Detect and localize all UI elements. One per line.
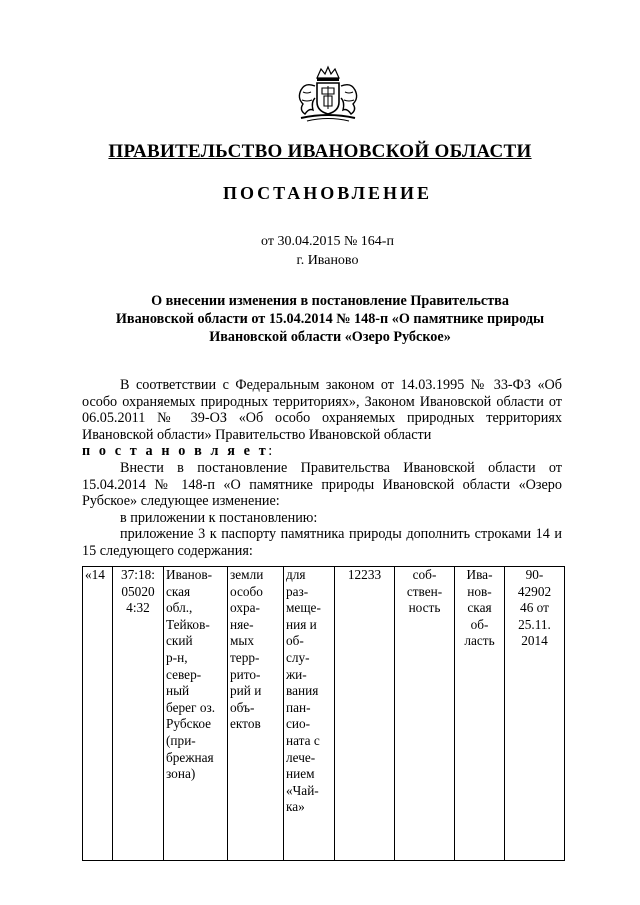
cell-line: север-: [166, 666, 202, 682]
preamble-paragraph: В соответствии с Федеральным законом от 14.03.1995 № 33-ФЗ «Об особо охраняемых природных территориях», Законом Ивановской области от 06.05.2011 № 39-ОЗ «Об особо охраняемых природных территориях Ивановской области» Правительство Ивановской области: [82, 377, 562, 443]
subject-line: Ивановской области от 15.04.2014 № 148-п «О памятнике природы: [115, 311, 545, 327]
cell-line: р-н,: [166, 649, 188, 665]
cell-line: ность: [408, 600, 441, 616]
cell-line: ствен-: [406, 583, 443, 599]
document-body: [82, 377, 562, 560]
cell-line: мых: [230, 633, 254, 649]
cell-cadastral-number: [113, 567, 164, 861]
cell-line: Иванов-: [166, 567, 213, 582]
decree-colon: :: [268, 443, 273, 460]
cell-line: 42902: [517, 583, 552, 599]
cell-line: ната с: [286, 732, 320, 748]
cell-line: ская: [467, 600, 492, 616]
subject-line: Ивановской области «Озеро Рубское»: [209, 329, 451, 345]
cell-line: зона): [166, 766, 196, 782]
cell-ownership: [395, 567, 455, 861]
cell-line: соб-: [412, 567, 437, 582]
coat-of-arms-icon: [291, 64, 365, 124]
amendment-paragraph: Внести в постановление Правительства Ивановской области от 15.04.2014 № 148-п «О памятнике природы Ивановской области «Озеро Рубское» следующее изменение:: [82, 459, 562, 510]
cell-line: 4:32: [126, 600, 150, 616]
document-type: ПОСТАНОВЛЕНИЕ: [222, 183, 433, 203]
cell-line: 90-: [525, 567, 544, 582]
cell-line: ласть: [464, 633, 495, 649]
cell-line: вания: [286, 683, 319, 699]
cell-line: объ-: [230, 699, 255, 715]
cell-line: 37:18:: [121, 567, 155, 582]
cell-line: Ива-: [466, 567, 493, 582]
cell-line: охра-: [230, 600, 260, 616]
decree-word: п о с т а н о в л я е т: [82, 443, 269, 460]
cell-line: ектов: [230, 716, 261, 732]
cell-line: земли: [230, 567, 264, 582]
cell-line: «Чай-: [286, 782, 319, 798]
cell-area: [335, 567, 395, 861]
addition-table: [82, 566, 565, 861]
cell-line: для: [286, 567, 306, 582]
cell-permitted-use: [284, 567, 335, 861]
cell-line: меще-: [286, 600, 321, 616]
cell-line: 2014: [521, 633, 548, 649]
cell-line: рий и: [230, 683, 262, 699]
cell-location: [164, 567, 228, 861]
cell-line: «14: [85, 567, 105, 582]
date-number: от 30.04.2015 № 164-п: [261, 234, 394, 249]
appendix-paragraph: в приложении к постановлению:: [120, 509, 318, 526]
cell-line: терр-: [230, 649, 260, 665]
cell-land-category: [228, 567, 284, 861]
cell-line: лече-: [286, 749, 316, 765]
city: г. Иваново: [296, 253, 359, 268]
cell-line: нием: [286, 766, 315, 782]
cell-line: рито-: [230, 666, 261, 682]
cell-line: (при-: [166, 732, 196, 748]
table-row: [83, 567, 565, 861]
decree-line: [82, 443, 562, 460]
cell-line: 05020: [121, 583, 155, 599]
cell-line: ный: [166, 683, 190, 699]
cell-line: особо: [230, 583, 263, 599]
cell-line: обл.,: [166, 600, 193, 616]
cell-line: ния и: [286, 616, 317, 632]
document-subject: [60, 292, 600, 346]
cell-line: об-: [470, 616, 489, 632]
cell-line: ская: [166, 583, 191, 599]
cell-line: ский: [166, 633, 193, 649]
cell-line: Тейков-: [166, 616, 210, 632]
cell-line: пан-: [286, 699, 311, 715]
government-title: ПРАВИТЕЛЬСТВО ИВАНОВСКОЙ ОБЛАСТИ: [108, 141, 532, 162]
cell-line: 25.11.: [518, 616, 551, 632]
cell-line: ка»: [286, 799, 305, 815]
cell-owner: [455, 567, 505, 861]
cell-line: Рубское: [166, 716, 212, 732]
cell-line: брежная: [166, 749, 214, 765]
cell-line: об-: [286, 633, 304, 649]
cell-registration: [505, 567, 565, 861]
cell-line: берег оз.: [166, 699, 216, 715]
cell-line: нов-: [467, 583, 492, 599]
subject-line: О внесении изменения в постановление Правительства: [151, 293, 509, 309]
cell-row-number: [83, 567, 113, 861]
cell-line: раз-: [286, 583, 309, 599]
cell-line: слу-: [286, 649, 310, 665]
rows-paragraph: приложение 3 к паспорту памятника природы дополнить строками 14 и 15 следующего содержания:: [82, 526, 562, 559]
cell-line: 12233: [347, 567, 382, 582]
cell-line: 46 от: [520, 600, 549, 616]
cell-line: няе-: [230, 616, 254, 632]
cell-line: жи-: [286, 666, 307, 682]
cell-line: сио-: [286, 716, 311, 732]
